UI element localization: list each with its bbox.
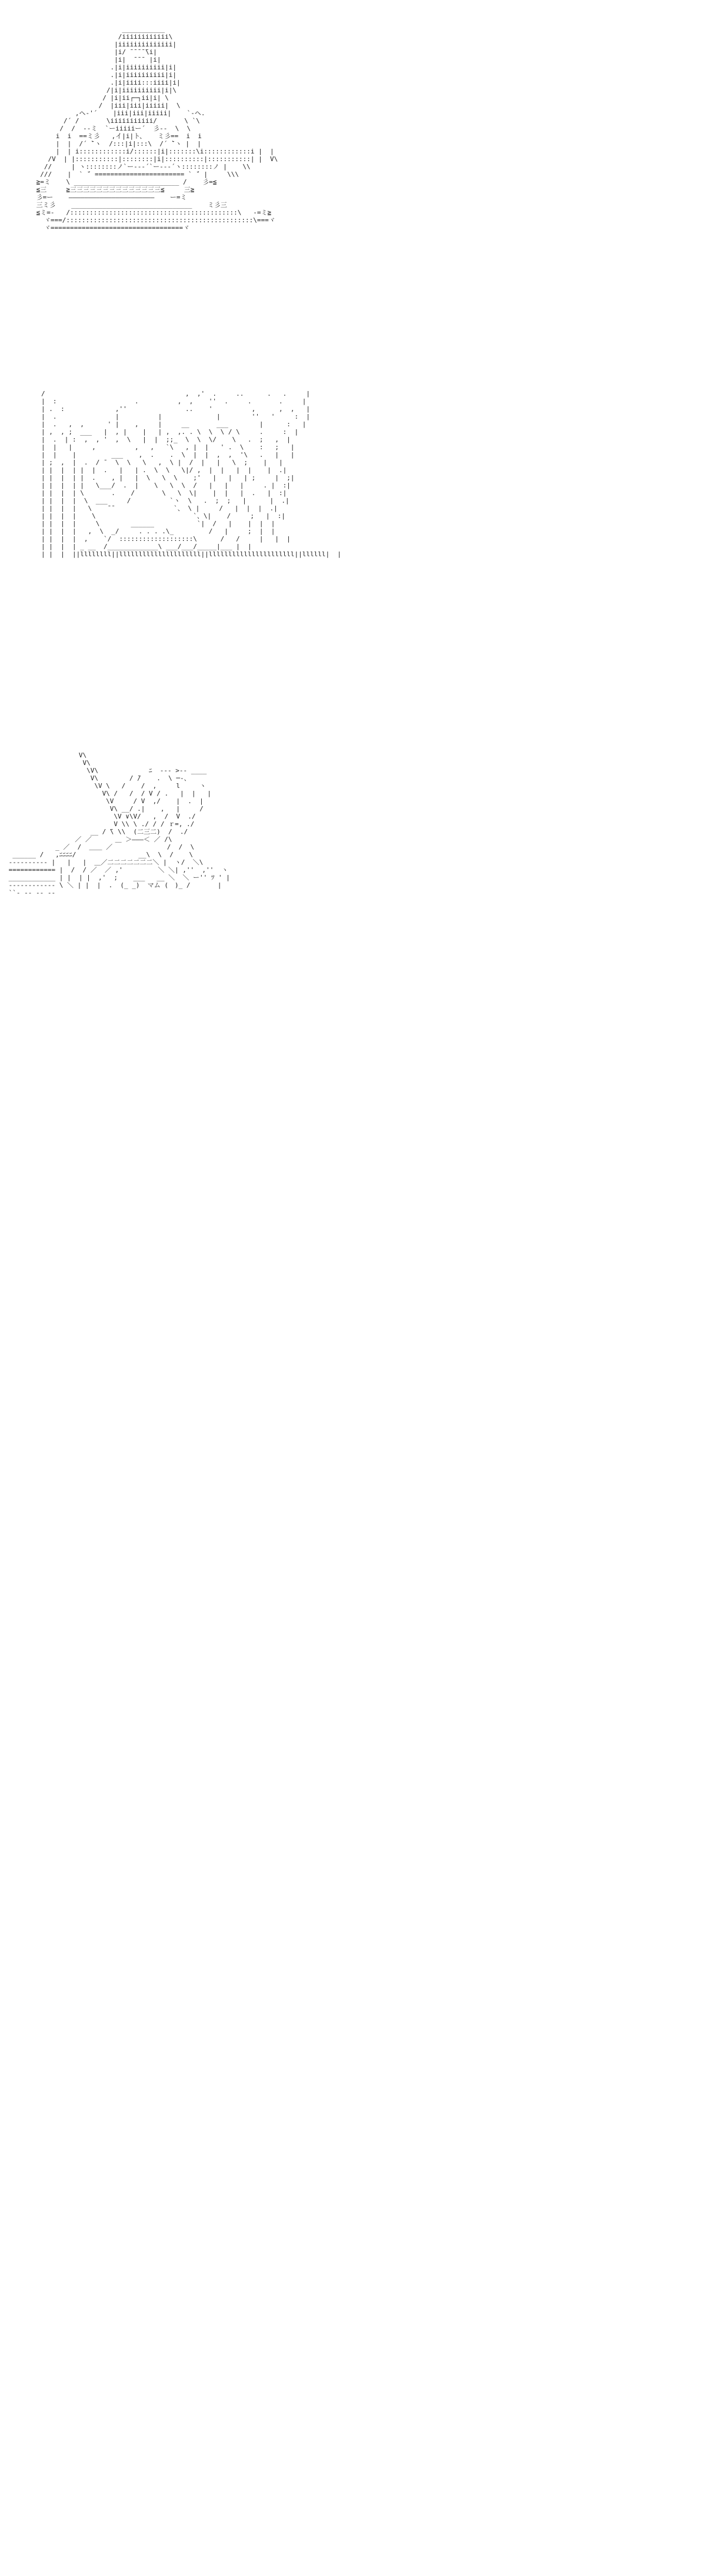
ascii-art-figure-2: / , ,' . .. . . | | : . , , '' . . . | | . : ,'' .. ' , , , | | . | | | '' ' : | | . , , ' | , | __ ___ | : | | , , ; ___ | , | | | , ,. . \ \ \ / \ . : | | . | : , , ' , \ | | ;;_ \ \ \/ \ . ; , | | | | , , , `\ , | | ' . \ : ; | | | | ___ , . . \ | | , , '\ . | | | ; , | . / ̄ \ \ \ , \ | / | | \ ; | | | | | | | | . | | . \ \ \|/ , | | | | | .| | | | | | . , | | \ \ \ ;' | | | ; | ;| | | | | | \___/ . | \ \ \ / | | | . | :| | | | | \ . / \ \ \| | | | . | :| | | | | \ ___ / `ヽ \ . ; ; | | .| | | | | \ ̄ ̄ `、 \ | / | | | .| | | | | \ `、\| / ; | :| | | | | \ ______ `| / | | | | | | | | , \ _/ . . . .\_ / | ; | | | | | | , `/ :::::::::::::::::::\ / / | | | | | | | _ __ /_____________\ ___/___/_____|___ | | | | | ||llllllll||lllllllllllllllllllll||llllllllllllllllllllll||llllll| | [41, 390, 341, 558]
ascii-art-figure-3: V\ V\ \V\ ﾆ ‐‐‐ >‐‐ ____ V\ / ̄/ . \ ─‐、 \V \ / / , l ヽ V\ / / / V / . | | | \V / V ,/ | . | V\ __/ .| , | / \V ∨\V/ , / V ./ V \\ \ ./ / / ｒ=, ./ __ / ̄\ \\ (二三二) / ./ ／ ／ ＿ ＞―――＜ ／ /\ _ ／ / ＿＿ ／ / / \ ______ / ,ﾆﾆﾆﾆ/ __\ \ / \ ‐‐‐‐‐‐‐‐‐‐ | | | ＿／二二二二二二二＼ | ヽ/ ＼\ ============ | / / ／ ／ ,' ＼ ＼| ,'' ,'' ヽ ____________ | | | | ,' ; ___ __ ＼ ＼ ー'' ﾂ ' | ‐‐‐‐‐‐‐‐‐‐‐‐ \ ＼ | | | . (_ _) マム ( )_ / | ``‐ ‐‐ ‐‐ ‐‐ [8, 751, 230, 897]
ascii-art-figure-1: ___________ /iiiiiiiiiiii\ |iiiiiiiiiiiiii| |i/ ̄ ̄ ̄ ̄ ̄\i| |i| ̄ ̄ ̄ |i| .|i|iiiiiiiiii|i| .|i|iiiiiiiiii|i| .|i|iiii:::iiii|i| /|i|iiiiiiiiii|i|\ / |i|ii┌─┐ii|i| \ / |iii|iii|iiiii| \ ,ヘ‐'´ |iii|iii|iiiii| `‐ヘ. /´ / \iiiiiiiiiii/ \ `\ / / ‐-ミ `ーiiiiiー´ 彡-‐ \ \ i i ==ミ彡 ,イ|i|ト、 ミ彡== i i | | /´ ̄`ヽ /:::|i|:::\ /´ ̄`ヽ | | | | i::::::::::::i/::::::|i|:::::::\i::::::::::::i | | /V | |:::::::::::|::::::::|i|::::::::::|:::::::::::| | V\ // | ヽ::::::::ノ`ー--‐´`ー--‐´ヽ::::::::ノ | \\ /// | ` ̄´ ======================= ` ̄´ | \\\ ≧=ミ \ ___________________________ / 彡=≦ ≦三 ≧三三三三三三三三三三三三三三≦ 三≧ 彡=ー ―――――――――――――――――――――― ー=ミ 三ミ彡 _______________________________ ミ彡三 ≦ミ=‐ /:::::::::::::::::::::::::::::::::::::::::::\ ‐=ミ≧ ヾ===/::::::::::::::::::::::::::::::::::::::::::::::::\===ヾ ヾ==================================ヾ [36, 25, 278, 232]
